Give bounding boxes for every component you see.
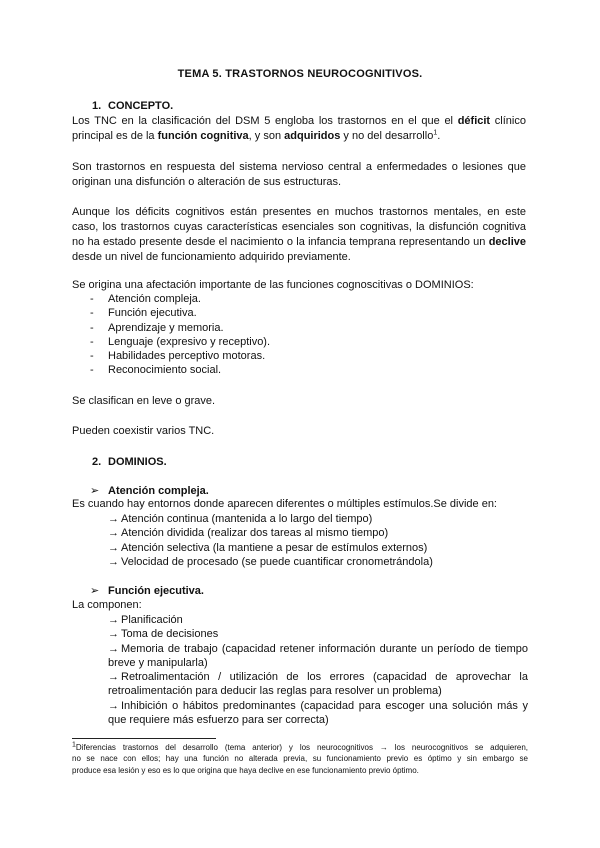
dash-marker: - (90, 321, 94, 334)
p1-text-a: Los TNC en la clasificación del DSM 5 engloba los trastornos en el que el (72, 115, 458, 127)
concept-paragraph-3 (72, 205, 526, 265)
list-item-text: Atención continua (mantenida a lo largo del tiempo) (121, 513, 373, 525)
p3-bold-declive: declive (488, 236, 526, 248)
dash-marker: - (90, 350, 94, 363)
list-item (108, 555, 528, 569)
list-item-continuation: que requiere más esfuerzo para ser correcta) (108, 714, 329, 727)
list-item (108, 526, 528, 540)
list-item-text: Reconocimiento social. (108, 364, 222, 377)
list-item-text: Planificación (121, 614, 183, 626)
list-item-text: Atención selectiva (la mantiene a pesar de estímulos externos) (121, 541, 428, 554)
list-item-text: Toma de decisiones (121, 628, 219, 641)
p2-line-2: originan una disfunción o alteración de sus estructuras. (72, 176, 342, 188)
arrow-bullet-icon: ➢ (90, 585, 100, 597)
list-item-continuation: retroalimentación para deducir las reglas para resolver un problema) (108, 685, 442, 698)
footnote-number: 1 (72, 741, 76, 749)
subheading-atencion (90, 484, 209, 497)
atencion-list (108, 512, 528, 569)
funcion-list (108, 613, 528, 727)
list-item-text: Velocidad de procesado (se puede cuantificar cronometrándola) (121, 555, 433, 568)
list-item (108, 699, 528, 713)
funcion-intro: La componen: (72, 599, 142, 611)
footnote (72, 742, 528, 776)
p2-line-1: Son trastornos en respuesta del sistema nervioso central a enfermedades o lesiones que (72, 161, 526, 173)
list-item (90, 349, 270, 363)
dash-marker: - (90, 307, 94, 320)
concept-paragraph-2 (72, 160, 526, 190)
section-2-heading (92, 456, 167, 468)
arrow-bullet-icon: ➢ (90, 485, 100, 497)
footnote-divider (72, 738, 216, 739)
section-2-title: DOMINIOS. (108, 456, 167, 468)
subheading-funcion (90, 584, 204, 597)
footnote-reference[interactable]: 1 (433, 129, 438, 137)
list-item-text: Inhibición o hábitos predominantes (capacidad para escoger una solución más y (121, 699, 528, 712)
right-arrow-icon: → (108, 671, 119, 684)
domains-intro: Se origina una afectación importante de las funciones cognoscitivas o DOMINIOS: (72, 279, 474, 291)
p1-text-c: clínico (490, 115, 526, 127)
footnote-line-1 (72, 742, 528, 753)
p1-line-1 (72, 114, 526, 129)
list-item (90, 321, 270, 335)
p1-bold-deficit: déficit (457, 115, 491, 127)
list-item (108, 512, 528, 526)
list-item-text: Atención compleja. (108, 293, 201, 305)
list-item-continuation: breve y manipularla) (108, 656, 208, 669)
p1-line-2 (72, 129, 526, 144)
p1-text-d: principal es de la (72, 130, 158, 142)
section-1-number: 1. (92, 100, 102, 112)
list-item-text: Aprendizaje y memoria. (108, 321, 224, 334)
p1-text-f: , y son (248, 130, 285, 142)
p1-bold-funcion: función cognitiva (157, 130, 249, 142)
list-item (90, 306, 270, 320)
domains-list (90, 292, 270, 378)
footnote-line-3: produce esa lesión y eso es lo que origina que haya declive en ese funcionamiento previo óptimo. (72, 765, 419, 775)
list-item (108, 613, 528, 627)
p1-bold-adquiridos: adquiridos (284, 130, 341, 142)
list-item-text: Habilidades perceptivo motoras. (108, 350, 266, 363)
footnote-line-2: no se nace con ellos; hay una función no alterada previa, su funcionamiento previo es óptimo y sin embargo se (72, 754, 528, 764)
right-arrow-icon: → (108, 628, 119, 641)
right-arrow-icon: → (108, 541, 119, 554)
section-1-heading (92, 100, 173, 112)
list-item-text: Lenguaje (expresivo y receptivo). (108, 335, 271, 348)
right-arrow-icon: → (108, 527, 119, 540)
footnote-text-1: Diferencias trastornos del desarrollo (tema anterior) y los neurocognitivos → los neurocognitivos se adquieren, (75, 743, 528, 752)
list-item-text: Función ejecutiva. (108, 307, 197, 320)
dash-marker: - (90, 335, 94, 348)
concept-paragraph-1 (72, 114, 526, 144)
dash-marker: - (90, 364, 94, 377)
list-item (108, 670, 528, 684)
list-item-text: Memoria de trabajo (capacidad retener información durante un período de tiempo (121, 642, 528, 655)
list-item (90, 363, 270, 377)
right-arrow-icon: → (108, 699, 119, 712)
p3-line-2: caso, los trastornos cuyas características esenciales son cognitivas, la disfunción cognitiva (72, 221, 526, 233)
list-item (108, 627, 528, 641)
dash-marker: - (90, 293, 94, 305)
section-2-number: 2. (92, 456, 102, 468)
p3-line-1: Aunque los déficits cognitivos están presentes en muchos trastornos mentales, en este (72, 206, 526, 218)
subheading-atencion-text: Atención compleja. (108, 485, 209, 497)
list-item-text: Retroalimentación / utilización de los errores (capacidad de aprovechar la (121, 671, 528, 684)
list-item-text: Atención dividida (realizar dos tareas al mismo tiempo) (121, 527, 389, 540)
subheading-funcion-text: Función ejecutiva. (108, 585, 204, 597)
right-arrow-icon: → (108, 642, 119, 655)
page-title: TEMA 5. TRASTORNOS NEUROCOGNITIVOS. (177, 68, 423, 80)
p3-line-4: desde un nivel de funcionamiento adquirido previamente. (72, 251, 351, 263)
severity-text: Se clasifican en leve o grave. (72, 395, 216, 407)
list-item (90, 292, 270, 306)
p1-text-h: y no del desarrollo (340, 130, 434, 142)
right-arrow-icon: → (108, 513, 119, 525)
list-item (90, 335, 270, 349)
right-arrow-icon: → (108, 614, 119, 626)
atencion-intro: Es cuando hay entornos donde aparecen diferentes o múltiples estímulos.Se divide en: (72, 498, 497, 510)
section-1-title: CONCEPTO. (108, 100, 174, 112)
list-item (108, 642, 528, 656)
right-arrow-icon: → (108, 555, 119, 568)
p1-text-i: . (437, 130, 441, 142)
p3-text-a: no ha estado presente desde el nacimiento o la infancia temprana representando un (72, 236, 489, 248)
p3-line-3 (72, 235, 526, 250)
coexist-text: Pueden coexistir varios TNC. (72, 425, 215, 437)
list-item (108, 541, 528, 555)
